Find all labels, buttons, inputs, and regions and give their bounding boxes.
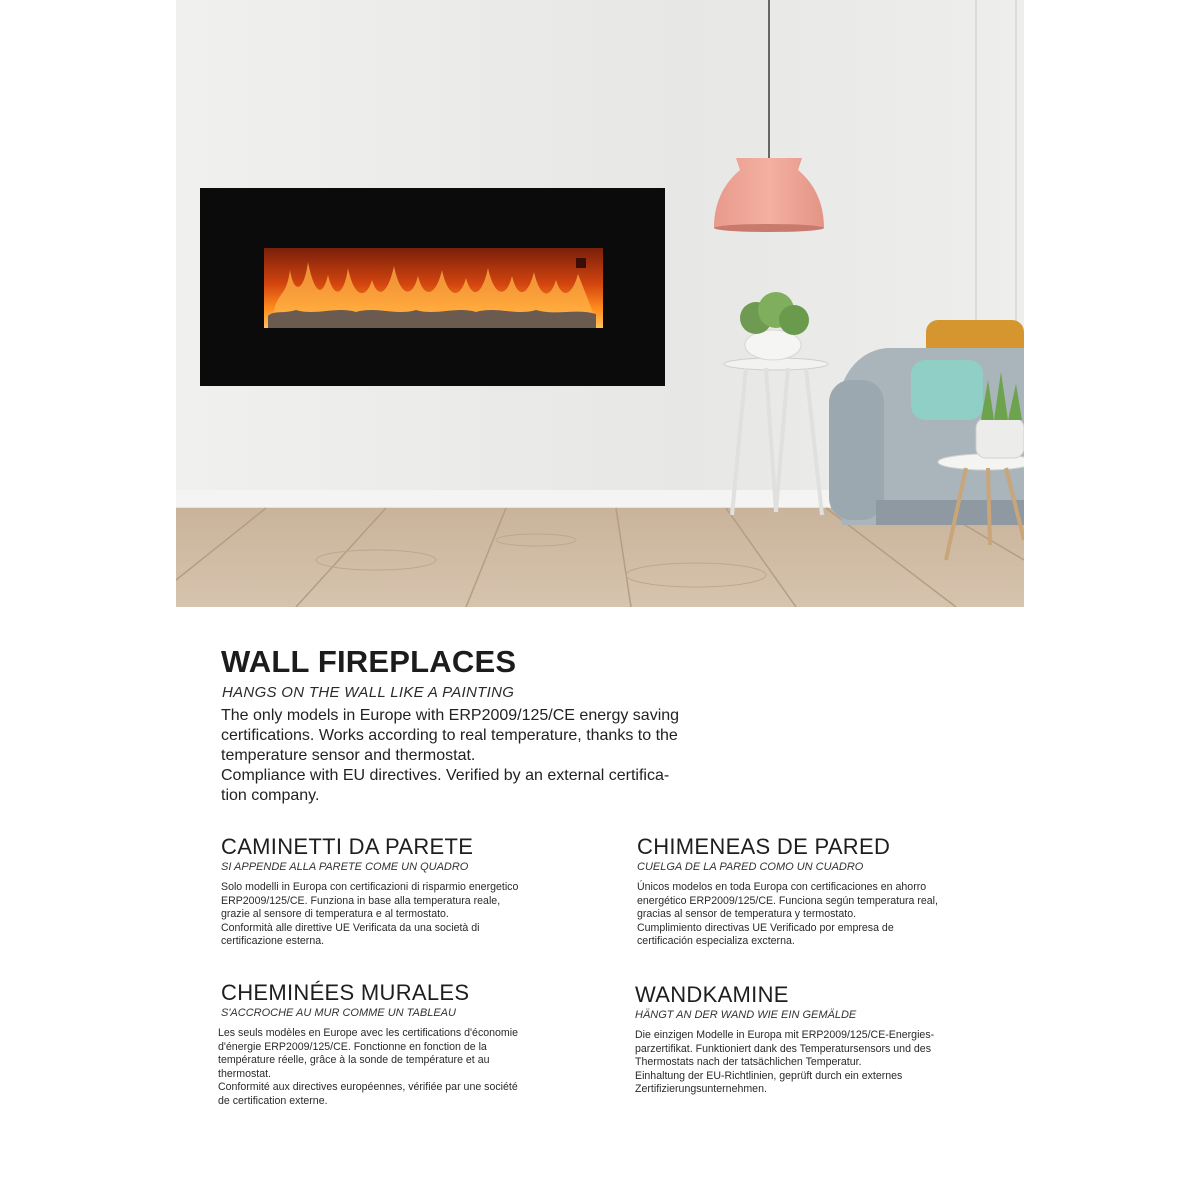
section-body: [221, 881, 518, 949]
body-line: Únicos modelos en toda Europa con certificaciones en ahorro: [637, 881, 927, 893]
body-line: gracias al sensor de temperatura y termostato.: [637, 908, 857, 921]
description-line: temperature sensor and thermostat.: [221, 747, 476, 764]
description-line: The only models in Europe with ERP2009/125/CE energy saving: [221, 707, 680, 724]
wall-fireplace: [200, 188, 665, 386]
body-line: Zertifizierungsunternehmen.: [635, 1083, 767, 1096]
body-line: température réelle, grâce à la sonde de température et au: [218, 1054, 490, 1067]
description-line: Compliance with EU directives. Verified by an external certifica-: [221, 767, 670, 784]
section-german: [635, 982, 934, 1097]
section-body: [218, 1027, 518, 1109]
hero-photo: [176, 0, 1024, 607]
body-line: ERP2009/125/CE. Funziona in base alla temperatura reale,: [221, 894, 501, 907]
body-line: certificazione esterna.: [221, 935, 325, 948]
body-line: d'énergie ERP2009/125/CE. Fonctionne en fonction de la: [218, 1040, 487, 1053]
page-description: [221, 706, 711, 806]
body-line: certificación especializa excterna.: [637, 935, 795, 948]
section-subtitle: S'ACCROCHE AU MUR COMME UN TABLEAU: [221, 1007, 456, 1019]
body-line: Les seuls modèles en Europe avec les certifications d'économie: [218, 1027, 518, 1039]
body-line: energético ERP2009/125/CE. Funciona según temperatura real,: [637, 894, 938, 907]
section-subtitle: SI APPENDE ALLA PARETE COME UN QUADRO: [221, 861, 469, 873]
body-line: Cumplimiento directivas UE Verificado por empresa de: [637, 921, 894, 934]
body-line: Conformité aux directives européennes, vérifiée par une société: [218, 1081, 518, 1094]
body-line: Einhaltung der EU-Richtlinien, geprüft durch ein externes: [635, 1069, 903, 1082]
body-line: Thermostats nach der tatsächlichen Temperatur.: [635, 1056, 862, 1069]
section-body: [635, 1029, 934, 1097]
body-line: grazie al sensore di temperatura e al termostato.: [221, 908, 449, 921]
living-room-illustration: [176, 0, 1024, 607]
section-body: [637, 881, 938, 949]
page-title: WALL FIREPLACES: [221, 644, 517, 679]
section-subtitle: CUELGA DE LA PARED COMO UN CUADRO: [637, 861, 864, 873]
section-title: CAMINETTI DA PARETE: [221, 834, 474, 859]
section-title: CHEMINÉES MURALES: [221, 980, 470, 1005]
body-line: de certification externe.: [218, 1094, 328, 1107]
section-subtitle: HÄNGT AN DER WAND WIE EIN GEMÄLDE: [635, 1009, 857, 1021]
body-line: thermostat.: [218, 1067, 271, 1080]
section-title: CHIMENEAS DE PARED: [637, 834, 891, 859]
description-line: tion company.: [221, 787, 320, 804]
body-line: parzertifikat. Funktioniert dank des Temperatursensors und des: [635, 1042, 931, 1055]
description-line: certifications. Works according to real temperature, thanks to the: [221, 727, 678, 744]
section-title: WANDKAMINE: [635, 982, 789, 1007]
body-line: Solo modelli in Europa con certificazioni di risparmio energetico: [221, 881, 519, 893]
body-line: Conformità alle direttive UE Verificata da una società di: [221, 921, 480, 934]
body-line: Die einzigen Modelle in Europa mit ERP2009/125/CE-Energies-: [635, 1029, 935, 1041]
section-french: [218, 980, 518, 1109]
section-italian: [221, 834, 518, 949]
page-subtitle: HANGS ON THE WALL LIKE A PAINTING: [222, 684, 515, 701]
section-spanish: [637, 834, 938, 949]
